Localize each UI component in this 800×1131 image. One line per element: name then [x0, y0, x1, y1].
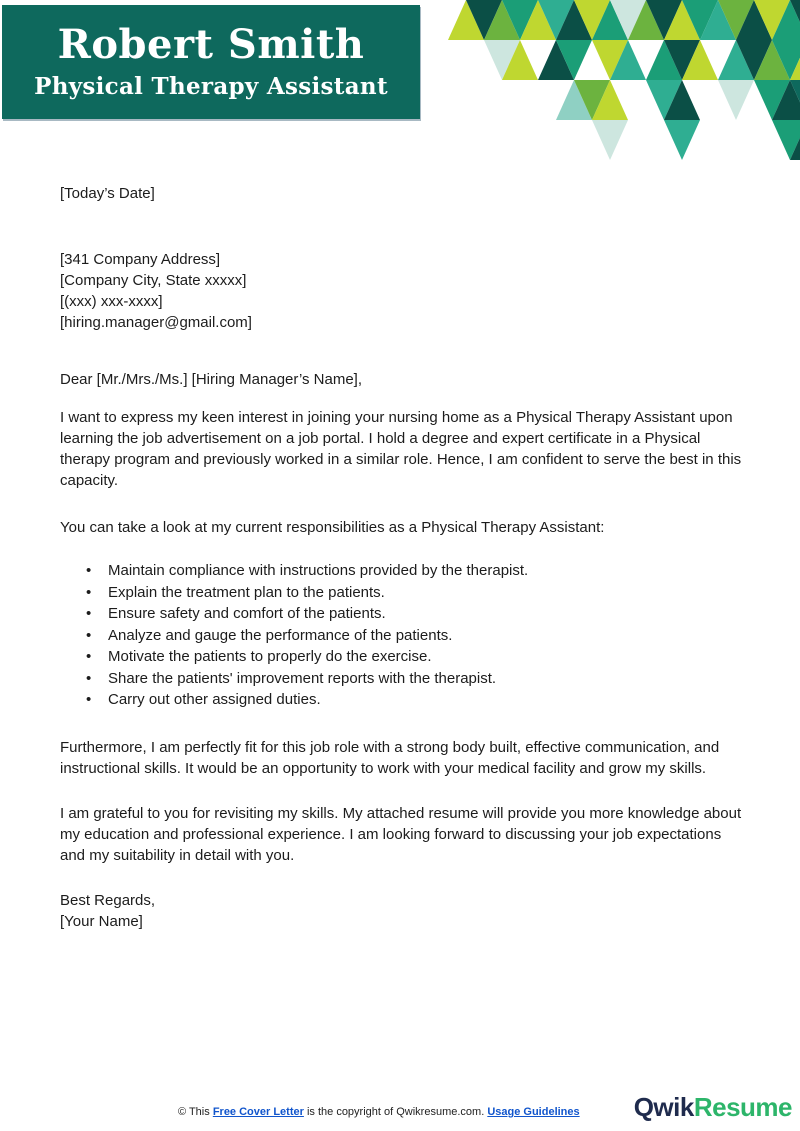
bullet-icon: •	[86, 562, 92, 579]
responsibility-item: • Carry out other assigned duties.	[108, 689, 748, 711]
bullet-icon: •	[86, 605, 92, 622]
usage-guidelines-link[interactable]: Usage Guidelines	[487, 1106, 580, 1118]
paragraph-furthermore: Furthermore, I am perfectly fit for this job role with a strong body built, effective communication, and instructional skills. It would be an opportunity to work with your medical facility and grow my skills.	[60, 738, 720, 777]
closing-line: Best Regards,	[60, 891, 156, 909]
free-cover-letter-link[interactable]: Free Cover Letter	[212, 1106, 304, 1118]
copyright-prefix: © This	[178, 1106, 210, 1118]
closing-block	[60, 890, 748, 932]
responsibility-item: • Share the patients' improvement reports with the therapist.	[108, 668, 748, 690]
triangle-mosaic-decoration	[430, 0, 800, 160]
paragraph-grateful: I am grateful to you for revisiting my skills. My attached resume will provide you more knowledge about my education and professional experience. I am looking forward to discussing your job expectations and my suitability in detail with you.	[60, 804, 742, 864]
qwikresume-logo[interactable]	[634, 1092, 792, 1123]
bullet-icon: •	[86, 669, 92, 687]
address-line: [hiring.manager@gmail.com]	[60, 314, 252, 331]
paragraph-lead-in: You can take a look at my current responsibilities as a Physical Therapy Assistant:	[60, 519, 605, 536]
header-banner	[2, 5, 420, 119]
letter-body	[60, 183, 748, 932]
responsibilities-list	[60, 560, 748, 711]
copyright-line	[178, 1106, 580, 1118]
address-line: [Company City, State xxxxx]	[60, 272, 247, 289]
bullet-icon: •	[86, 691, 92, 708]
logo-part-qwik: Qwik	[633, 1092, 694, 1122]
responsibility-item: • Maintain compliance with instructions provided by the therapist.	[108, 560, 748, 582]
company-address-block	[60, 249, 748, 333]
paragraph-intro: I want to express my keen interest in joining your nursing home as a Physical Therapy Assistant upon learning the job advertisement on a job portal. I hold a degree and expert certificate in a Physical therapy program and previously worked in a similar role. Hence, I am confident to serve the best in this capacity.	[60, 409, 742, 489]
candidate-job-title: Physical Therapy Assistant	[34, 73, 388, 101]
todays-date: [Today’s Date]	[60, 185, 155, 202]
signature-placeholder: [Your Name]	[60, 912, 143, 930]
copyright-middle: is the copyright of Qwikresume.com.	[306, 1106, 485, 1118]
responsibility-item: • Analyze and gauge the performance of the patients.	[108, 625, 748, 647]
responsibility-item: • Explain the treatment plan to the patients.	[108, 582, 748, 604]
bullet-icon: •	[86, 626, 92, 644]
salutation: Dear [Mr./Mrs./Ms.] [Hiring Manager’s Name],	[60, 371, 363, 388]
responsibility-item: • Ensure safety and comfort of the patients.	[108, 603, 748, 625]
address-line: [341 Company Address]	[60, 251, 221, 268]
triangle-mosaic-svg	[430, 0, 800, 160]
address-line: [(xxx) xxx-xxxx]	[60, 293, 163, 310]
bullet-icon: •	[86, 648, 92, 665]
bullet-icon: •	[86, 583, 92, 601]
candidate-name: Robert Smith	[57, 21, 365, 69]
page-footer	[0, 1092, 800, 1131]
logo-part-resume: Resume	[693, 1092, 792, 1122]
responsibility-item: • Motivate the patients to properly do the exercise.	[108, 646, 748, 668]
